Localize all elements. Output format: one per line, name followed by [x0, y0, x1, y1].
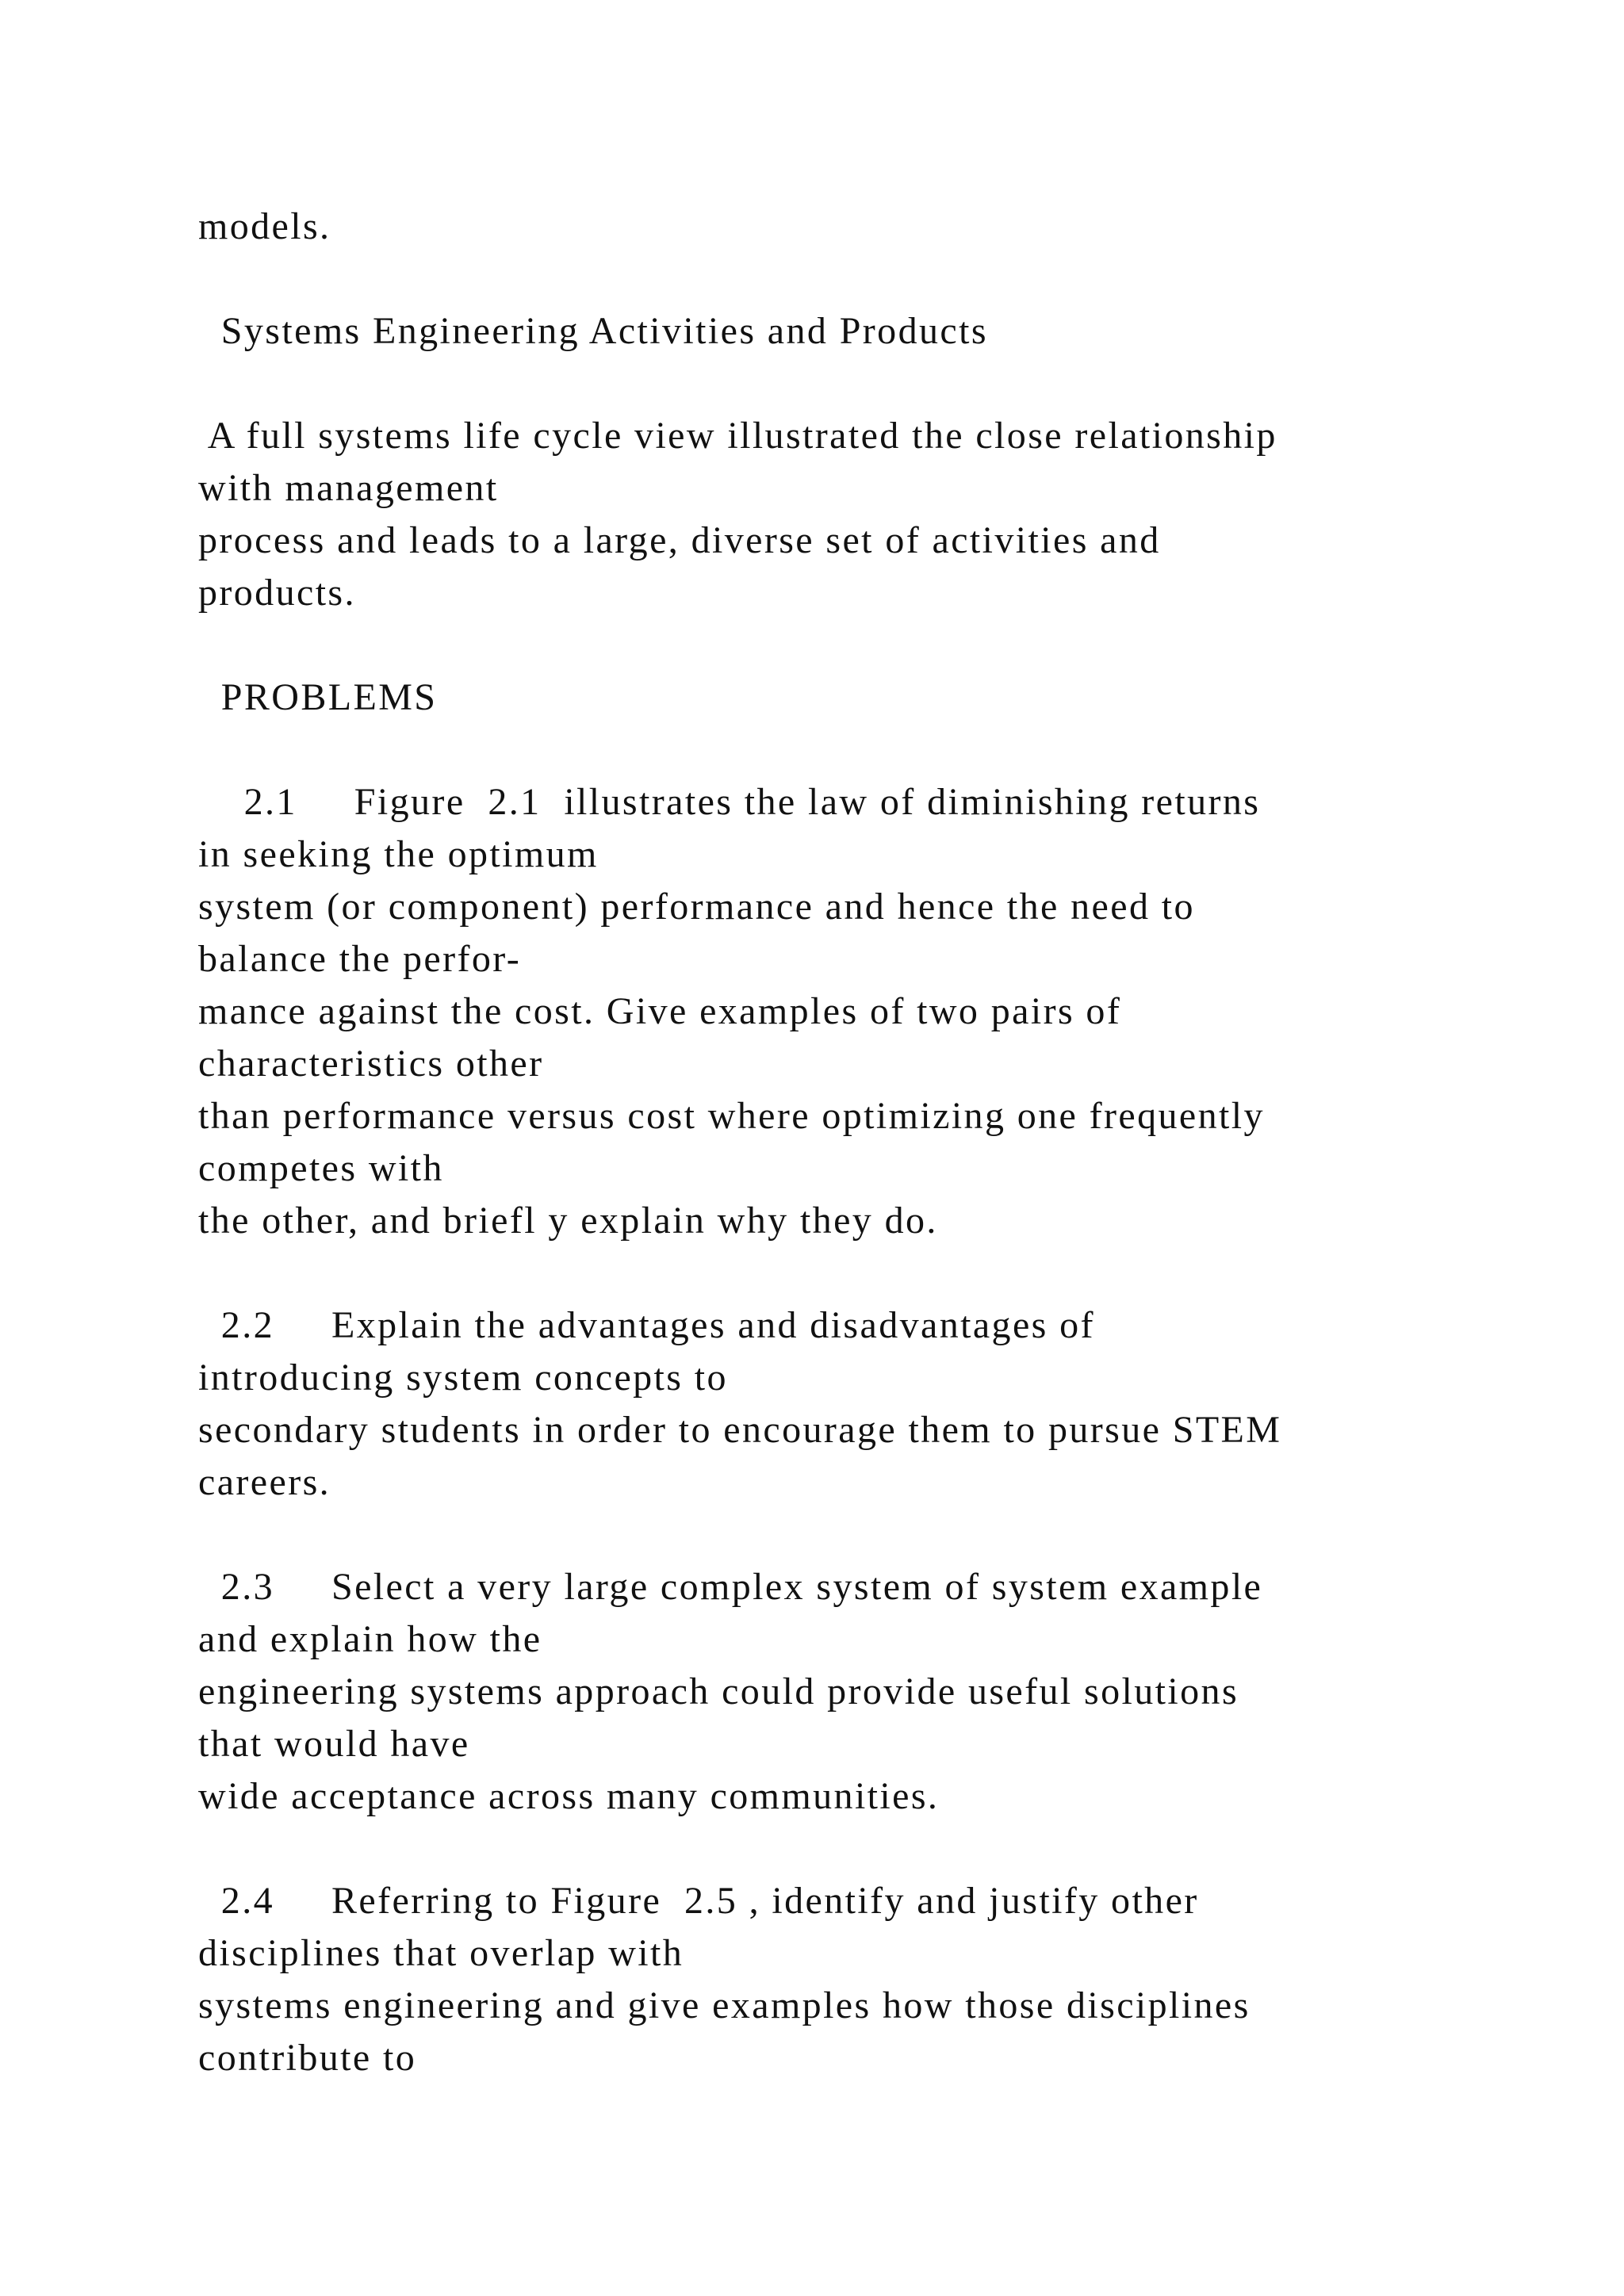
text-line: A full systems life cycle view illustrated the close relationship — [198, 415, 1277, 457]
problem-2-1-line: balance the perfor- — [198, 938, 522, 980]
text-line-models: models. — [198, 205, 331, 247]
problem-2-1-line: in seeking the optimum — [198, 833, 599, 875]
problem-2-1-line: mance against the cost. Give examples of two pairs of — [198, 990, 1122, 1032]
text-line: products. — [198, 572, 356, 614]
problem-2-2-line: introducing system concepts to — [198, 1357, 728, 1399]
section-heading: Systems Engineering Activities and Products — [198, 310, 988, 352]
problem-2-2-line: careers. — [198, 1461, 331, 1503]
problems-heading: PROBLEMS — [198, 676, 438, 718]
problem-2-3-line: that would have — [198, 1723, 470, 1765]
problem-2-1-line: the other, and briefl y explain why they do. — [198, 1200, 938, 1242]
problem-2-3-line: and explain how the — [198, 1618, 542, 1660]
problem-2-3-line: 2.3 Select a very large complex system of system example — [198, 1566, 1263, 1608]
text-line: process and leads to a large, diverse set of activities and — [198, 519, 1161, 561]
text-line: with management — [198, 467, 499, 509]
problem-2-1-line: system (or component) performance and hence the need to — [198, 886, 1195, 928]
problem-2-3-line: wide acceptance across many communities. — [198, 1775, 940, 1817]
problem-2-4-line: contribute to — [198, 2037, 417, 2079]
problem-2-1-line: 2.1 Figure 2.1 illustrates the law of diminishing returns — [198, 781, 1261, 823]
problem-2-1-line: characteristics other — [198, 1043, 544, 1085]
problem-2-2-line: 2.2 Explain the advantages and disadvantages of — [198, 1304, 1095, 1346]
problem-2-4-line: disciplines that overlap with — [198, 1932, 684, 1974]
problem-2-3-line: engineering systems approach could provide useful solutions — [198, 1670, 1239, 1712]
problem-2-1-line: competes with — [198, 1147, 444, 1189]
problem-2-1-line: than performance versus cost where optimizing one frequently — [198, 1095, 1265, 1137]
problem-2-4-line: systems engineering and give examples how those disciplines — [198, 1984, 1251, 2026]
problem-2-2-line: secondary students in order to encourage them to pursue STEM — [198, 1409, 1282, 1451]
problem-2-4-line: 2.4 Referring to Figure 2.5 , identify and justify other — [198, 1880, 1199, 1922]
